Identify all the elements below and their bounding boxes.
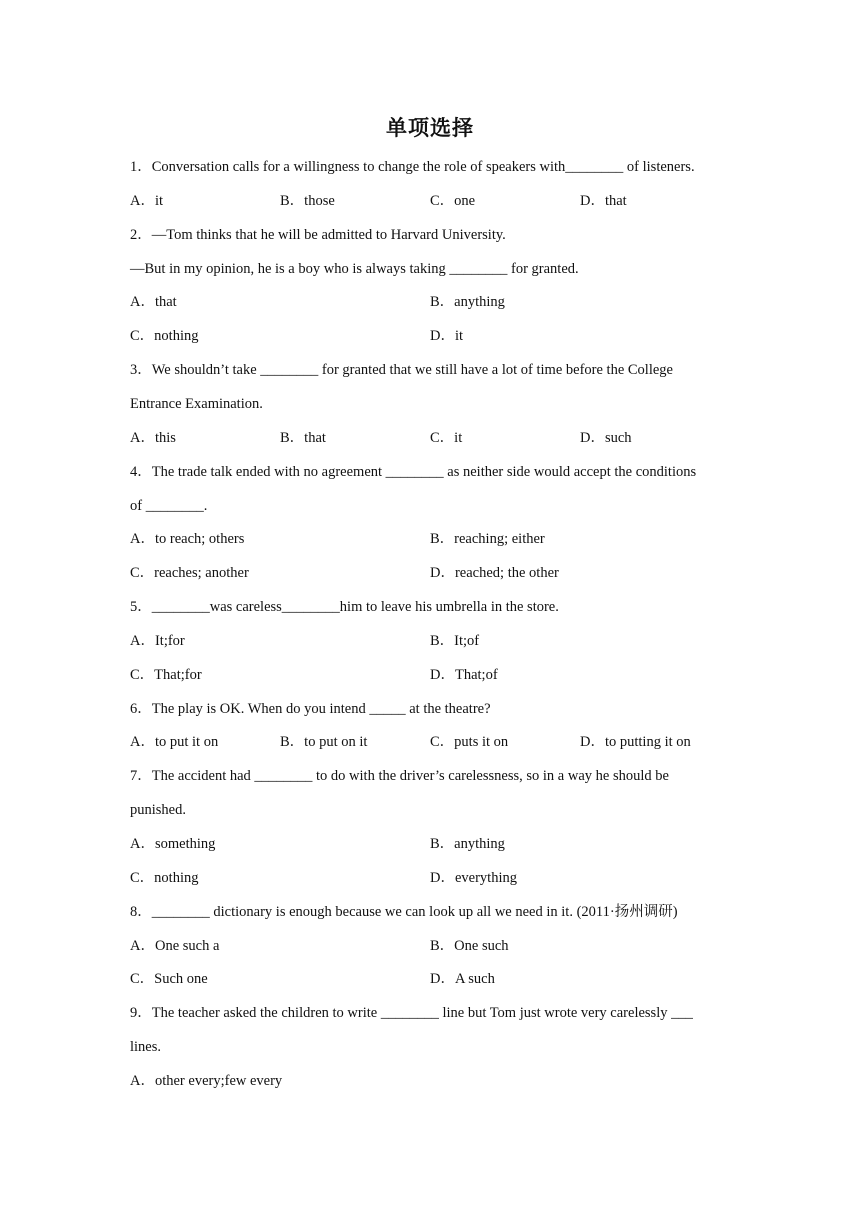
- question-8-option-a: A．One such a: [130, 937, 220, 954]
- question-1-option-c: C．one: [430, 192, 476, 209]
- question-5-option-c: C．That;for: [130, 666, 202, 683]
- question-1-option-a: A．it: [130, 192, 164, 209]
- question-2-stem: 2．—Tom thinks that he will be admitted to Harvard University.: [130, 226, 506, 243]
- question-6-option-c: C．puts it on: [430, 734, 509, 751]
- question-6-stem: 6．The play is OK. When do you intend _____ at the theatre?: [130, 700, 491, 717]
- question-8-option-d: D．A such: [430, 971, 495, 988]
- question-6-option-b: B．to put on it: [280, 734, 368, 751]
- question-8-option-b: B．One such: [430, 937, 509, 954]
- question-7-option-c: C．nothing: [130, 869, 199, 886]
- question-7-option-b: B．anything: [430, 836, 505, 852]
- question-3-option-a: A．this: [130, 429, 176, 446]
- question-7-stem: 7．The accident had ________ to do with the driver’s carelessness, so in a way he should be: [130, 768, 669, 785]
- question-3-stem: 3．We shouldn’t take ________ for granted that we still have a lot of time before the College: [130, 362, 673, 379]
- question-4-option-d: D．reached; the other: [430, 565, 559, 582]
- question-9-option-a: A．other every;few every: [130, 1072, 283, 1089]
- question-7-stem: punished.: [130, 802, 186, 819]
- question-1-option-b: B．those: [280, 192, 335, 209]
- question-8-stem: 8．________ dictionary is enough because we can look up all we need in it. (2011·扬州调研): [130, 903, 678, 920]
- question-8-option-c: C．Such one: [130, 971, 208, 988]
- question-6-option-a: A．to put it on: [130, 734, 219, 751]
- question-5-stem: 5．________was careless________him to leave his umbrella in the store.: [130, 599, 559, 616]
- question-4-stem: 4．The trade talk ended with no agreement ________ as neither side would accept the conditions: [130, 463, 697, 480]
- question-7-option-d: D．everything: [430, 869, 517, 886]
- question-4-option-b: B．reaching; either: [430, 531, 545, 548]
- question-4-stem: of ________.: [130, 497, 208, 514]
- question-1-option-d: D．that: [580, 192, 627, 209]
- question-4-option-a: A．to reach; others: [130, 531, 245, 548]
- question-2-stem: —But in my opinion, he is a boy who is always taking ________ for granted.: [130, 260, 579, 277]
- question-2-option-a: A．that: [130, 294, 177, 311]
- question-2-option-c: C．nothing: [130, 328, 199, 345]
- question-1-stem: 1．Conversation calls for a willingness to change the role of speakers with________ of listeners.: [130, 159, 695, 175]
- question-5-option-a: A．It;for: [130, 632, 185, 649]
- page-title: 单项选择: [386, 116, 474, 140]
- question-7-option-a: A．something: [130, 836, 216, 852]
- question-2-option-d: D．it: [430, 328, 464, 345]
- question-3-option-d: D．such: [580, 429, 632, 446]
- question-3-option-b: B．that: [280, 429, 326, 446]
- question-5-option-d: D．That;of: [430, 666, 498, 683]
- question-6-option-d: D．to putting it on: [580, 734, 691, 751]
- question-9-stem: 9．The teacher asked the children to write ________ line but Tom just wrote very carelessly ___: [130, 1005, 693, 1022]
- question-3-stem: Entrance Examination.: [130, 395, 263, 412]
- question-3-option-c: C．it: [430, 429, 463, 446]
- question-4-option-c: C．reaches; another: [130, 565, 249, 582]
- question-9-stem: lines.: [130, 1039, 162, 1056]
- question-2-option-b: B．anything: [430, 294, 505, 311]
- question-5-option-b: B．It;of: [430, 632, 480, 649]
